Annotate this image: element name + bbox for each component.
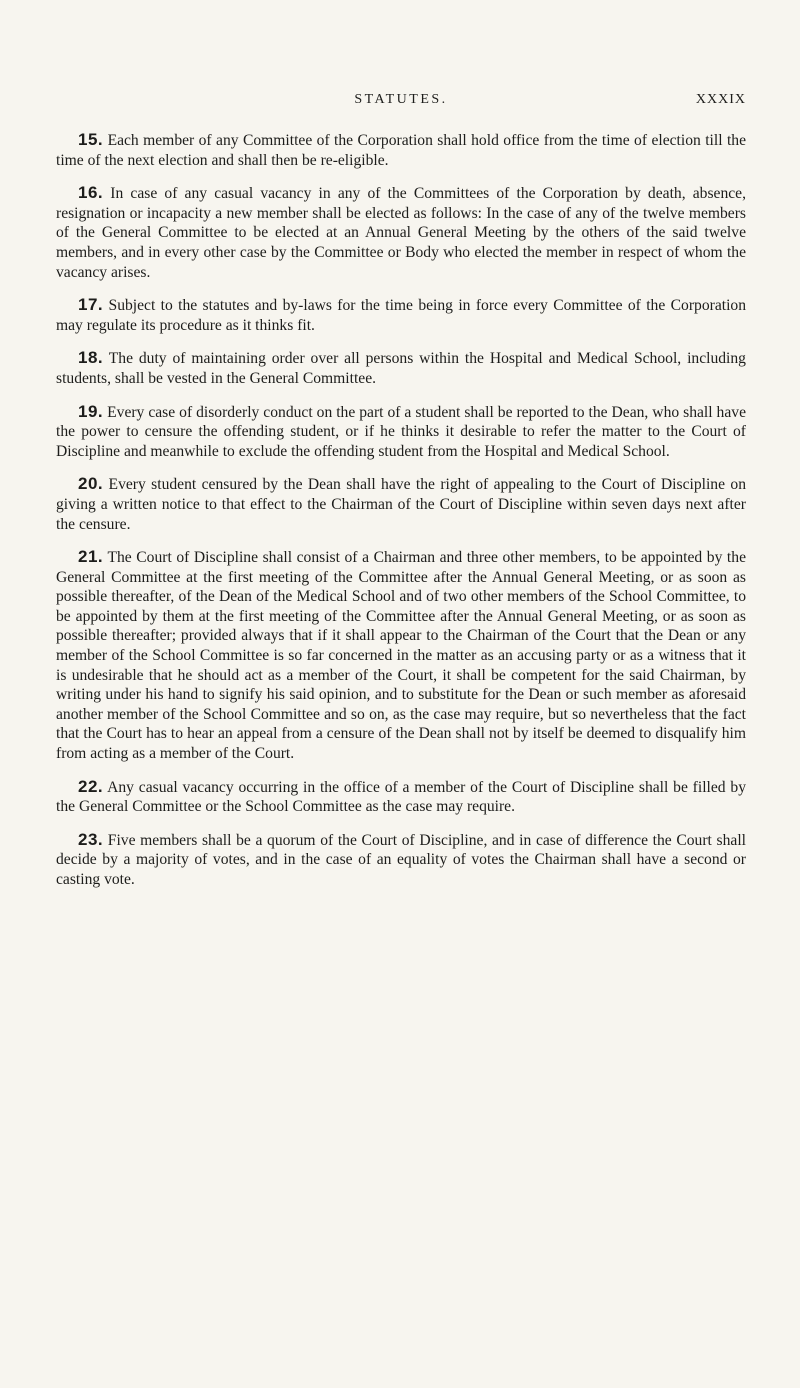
section-15 [56, 130, 746, 170]
section-text: In case of any casual vacancy in any of the Committees of the Corporation by death, absence, resignation or incapacity a new member shall be elected as follows: In the case of any of the twelve members of the General Committee to be elected at an Annual General Meeting by the others of the said twelve members, and in every other case by the Committee or Body who elected the member in respect of whom the vacancy arises. [56, 185, 746, 281]
section-number: 22. [78, 776, 104, 796]
section-number: 19. [78, 401, 104, 421]
section-number: 15. [78, 130, 104, 149]
section-23 [56, 830, 746, 890]
section-number: 20. [78, 474, 104, 494]
section-text: Every student censured by the Dean shall have the right of appealing to the Court of Discipline on giving a written notice to that effect to the Chairman of the Court of Discipline within seven days next after the censure. [56, 476, 746, 533]
section-19 [56, 402, 746, 462]
section-text: The duty of maintaining order over all persons within the Hospital and Medical School, including students, shall be vested in the General Committee. [56, 350, 746, 387]
section-text: Each member of any Committee of the Corporation shall hold office from the time of election till the time of the next election and shall then be re-eligible. [56, 132, 747, 169]
document-page [56, 0, 746, 1388]
section-20 [56, 474, 746, 534]
section-text: The Court of Discipline shall consist of a Chairman and three other members, to be appointed by the General Committee at the first meeting of the Committee after the Annual General Meeting, or as soon as possible thereafter, of the Dean of the Medical School and of two other members of the School Committee, to be appointed by them at the first meeting of the Committee after the Annual General Meeting, or as soon as possible thereafter; provided always that if it shall appear to the Chairman of the Court that the Dean or any member of the School Committee is so far concerned in the matter as an accusing party or as a witness that it is undesirable that he should act as a member of the Court, it shall be competent for the said Chairman, by writing under his hand to signify his said opinion, and to substitute for the Dean or such member as aforesaid another member of the School Committee and so on, as the case may require, but so nevertheless that the fact that the Court has to hear an appeal from a censure of the Dean shall not by itself be deemed to disqualify him from acting as a member of the Court. [56, 549, 746, 763]
section-text: Subject to the statutes and by-laws for the time being in force every Committee of the Corporation may regulate its procedure as it thinks fit. [56, 297, 746, 334]
section-21 [56, 547, 746, 764]
section-text: Every case of disorderly conduct on the part of a student shall be reported to the Dean, who shall have the power to censure the offending student, or if he thinks it desirable to refer the matter to the Court of Discipline and meanwhile to exclude the offending student from the Hospital and Medical School. [56, 403, 746, 460]
section-number: 16. [78, 183, 104, 203]
section-number: 23. [78, 829, 104, 849]
section-16 [56, 183, 746, 282]
running-head [56, 92, 746, 114]
section-17 [56, 295, 746, 335]
section-18 [56, 348, 746, 388]
section-number: 21. [78, 547, 104, 567]
section-number: 17. [78, 295, 104, 315]
section-22 [56, 777, 746, 817]
running-title: STATUTES. [354, 92, 448, 107]
section-number: 18. [78, 348, 104, 368]
section-text: Five members shall be a quorum of the Court of Discipline, and in case of difference the Court shall decide by a majority of votes, and in the case of an equality of votes the Chairman shall have a second or casting vote. [56, 831, 746, 888]
section-text: Any casual vacancy occurring in the office of a member of the Court of Discipline shall be filled by the General Committee or the School Committee as the case may require. [56, 778, 747, 816]
page-number: XXXIX [695, 92, 746, 107]
statute-sections [56, 130, 746, 903]
